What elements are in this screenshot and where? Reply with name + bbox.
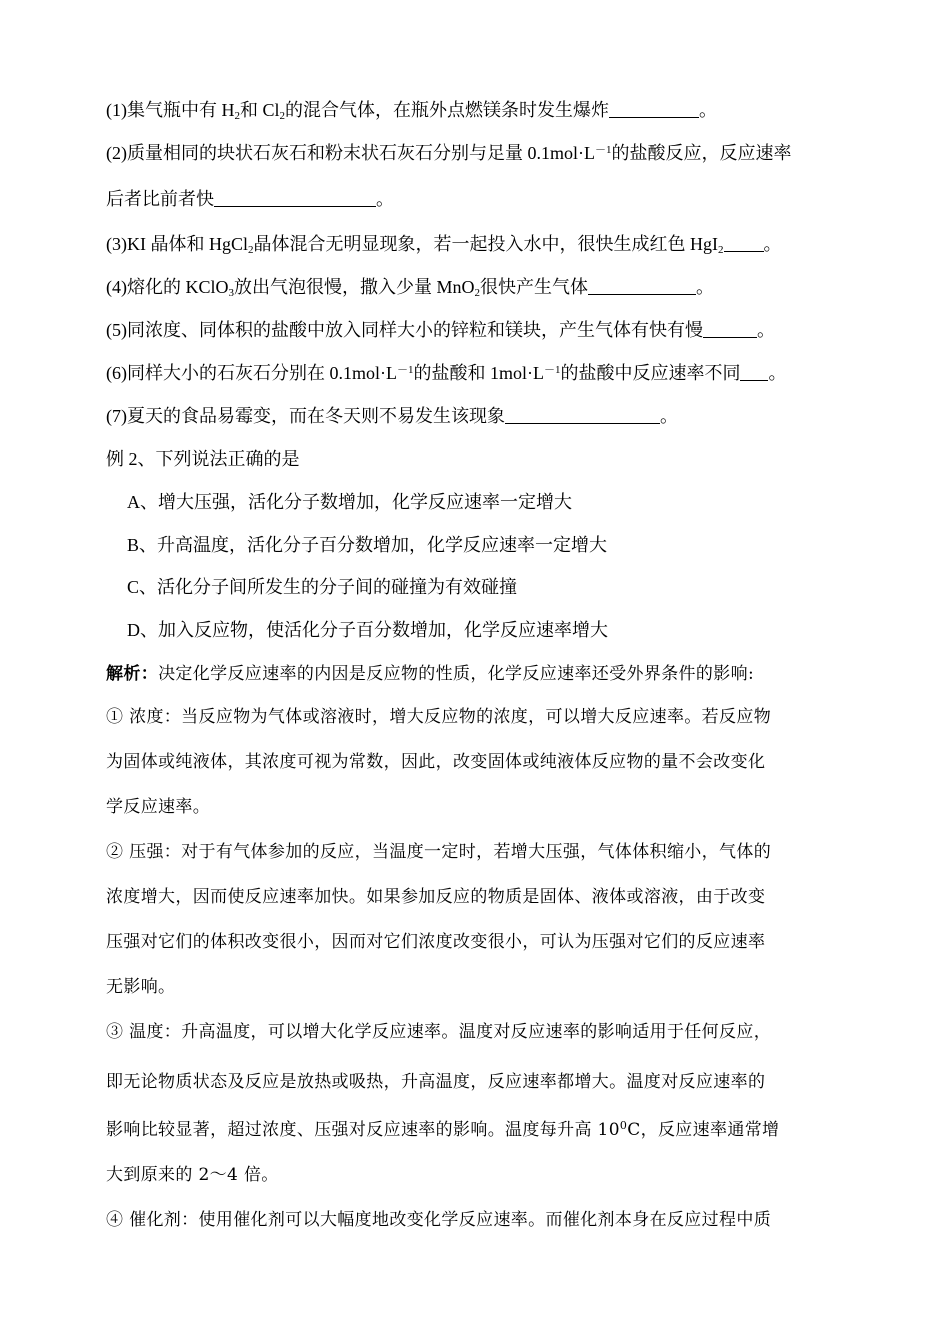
- q2-text-a: (2)质量相同的块状石灰石和粉末状石灰石分别与足量 0.1mol·L: [106, 143, 595, 163]
- q2-text-b: 的盐酸反应，反应速率: [611, 143, 792, 163]
- q3-sub-1: 2: [248, 244, 254, 256]
- q2b-text: 后者比前者快: [106, 189, 214, 209]
- answer-blank-5[interactable]: [703, 319, 757, 338]
- question-2: [106, 141, 791, 165]
- q5-text: (5)同浓度、同体积的盐酸中放入同样大小的锌粒和镁块，产生气体有快有慢: [106, 320, 703, 340]
- q7-end: 。: [660, 406, 678, 426]
- analysis-line: 学反应速率。: [106, 797, 211, 817]
- answer-blank-7[interactable]: [505, 405, 660, 424]
- q4-sub-1: 3: [228, 287, 234, 299]
- analysis-intro-text: 决定化学反应速率的内因是反应物的性质，化学反应速率还受外界条件的影响:: [158, 664, 755, 684]
- degree-superscript: 0: [619, 1119, 628, 1132]
- q6-end: 。: [768, 363, 787, 383]
- q6-sup-1: －1: [396, 364, 414, 376]
- q1-text-a: (1)集气瓶中有 H: [106, 100, 235, 120]
- option-c: C、活化分子间所发生的分子间的碰撞为有效碰撞: [127, 577, 518, 597]
- option-b: B、升高温度，活化分子百分数增加，化学反应速率一定增大: [127, 535, 608, 555]
- q4-text-a: (4)熔化的 KClO: [106, 277, 229, 297]
- analysis-line: 浓度增大，因而使反应速率加快。如果参加反应的物质是固体、液体或溶液，由于改变: [106, 887, 766, 907]
- option-a: A、增大压强，活化分子数增加，化学反应速率一定增大: [127, 492, 572, 512]
- answer-blank-3[interactable]: [724, 233, 764, 252]
- question-5: [106, 318, 775, 342]
- q3-end: 。: [763, 234, 782, 254]
- q6-text-b: 的盐酸和 1mol·L: [413, 363, 544, 383]
- option-d: D、加入反应物，使活化分子百分数增加，化学反应速率增大: [127, 620, 608, 640]
- q1-sub-2: 2: [279, 110, 286, 122]
- temp-line-text-a: 影响比较显著，超过浓度、压强对反应速率的影响。温度每升高 10: [106, 1120, 620, 1140]
- question-3: [106, 232, 782, 256]
- question-4: [106, 275, 714, 299]
- analysis-line: ④ 催化剂：使用催化剂可以大幅度地改变化学反应速率。而催化剂本身在反应过程中质: [106, 1210, 772, 1230]
- q1-text-e: 的混合气体，在瓶外点燃镁条时发生爆炸: [285, 100, 610, 120]
- q1-text-c: 和 Cl: [240, 100, 280, 120]
- q3-sub-2: 2: [718, 244, 724, 256]
- answer-blank-1[interactable]: [609, 99, 699, 118]
- analysis-line: 即无论物质状态及反应是放热或吸热，升高温度，反应速率都增大。温度对反应速率的: [106, 1072, 766, 1092]
- analysis-temp-line: [106, 1118, 779, 1142]
- analysis-line: 压强对它们的体积改变很小，因而对它们浓度改变很小，可认为压强对它们的反应速率: [106, 932, 766, 952]
- analysis-line: 无影响。: [106, 977, 176, 997]
- q6-sup-2: －1: [543, 364, 561, 376]
- q7-text: (7)夏天的食品易霉变，而在冬天则不易发生该现象: [106, 406, 505, 426]
- q3-text-c: 晶体混合无明显现象，若一起投入水中，很快生成红色 HgI: [253, 234, 718, 254]
- question-7: [106, 404, 678, 428]
- q4-sub-2: 2: [474, 287, 481, 299]
- q3-text-a: (3)KI 晶体和 HgCl: [106, 234, 248, 254]
- q6-text-a: (6)同样大小的石灰石分别在 0.1mol·L: [106, 363, 397, 383]
- q1-sub-1: 2: [234, 110, 240, 122]
- example-2-title: 例 2、下列说法正确的是: [106, 449, 300, 469]
- q2b-end: 。: [376, 189, 394, 209]
- question-2-continued: [106, 187, 394, 211]
- analysis-line: 为固体或纯液体，其浓度可视为常数，因此，改变固体或纯液体反应物的量不会改变化: [106, 752, 766, 772]
- analysis-line: ③ 温度：升高温度，可以增大化学反应速率。温度对反应速率的影响适用于任何反应，: [106, 1022, 772, 1042]
- analysis-line: 大到原来的 2～4 倍。: [106, 1165, 279, 1185]
- answer-blank-2[interactable]: [214, 188, 376, 207]
- analysis-label: 解析：: [106, 664, 159, 684]
- q1-end: 。: [699, 100, 718, 120]
- q4-end: 。: [696, 277, 715, 297]
- answer-blank-4[interactable]: [588, 276, 696, 295]
- q4-text-e: 很快产生气体: [480, 277, 589, 297]
- answer-blank-6[interactable]: [740, 362, 768, 381]
- question-6: [106, 361, 786, 385]
- q2-sup: －1: [594, 144, 612, 156]
- analysis-intro: [106, 662, 754, 686]
- q6-text-c: 的盐酸中反应速率不同: [560, 363, 741, 383]
- analysis-line: ① 浓度：当反应物为气体或溶液时，增大反应物的浓度，可以增大反应速率。若反应物: [106, 707, 772, 727]
- question-1: [106, 98, 717, 122]
- temp-line-text-b: C，反应速率通常增: [627, 1120, 780, 1140]
- q4-text-c: 放出气泡很慢，撒入少量 MnO: [234, 277, 475, 297]
- analysis-line: ② 压强：对于有气体参加的反应，当温度一定时，若增大压强，气体体积缩小，气体的: [106, 842, 772, 862]
- q5-end: 。: [757, 320, 775, 340]
